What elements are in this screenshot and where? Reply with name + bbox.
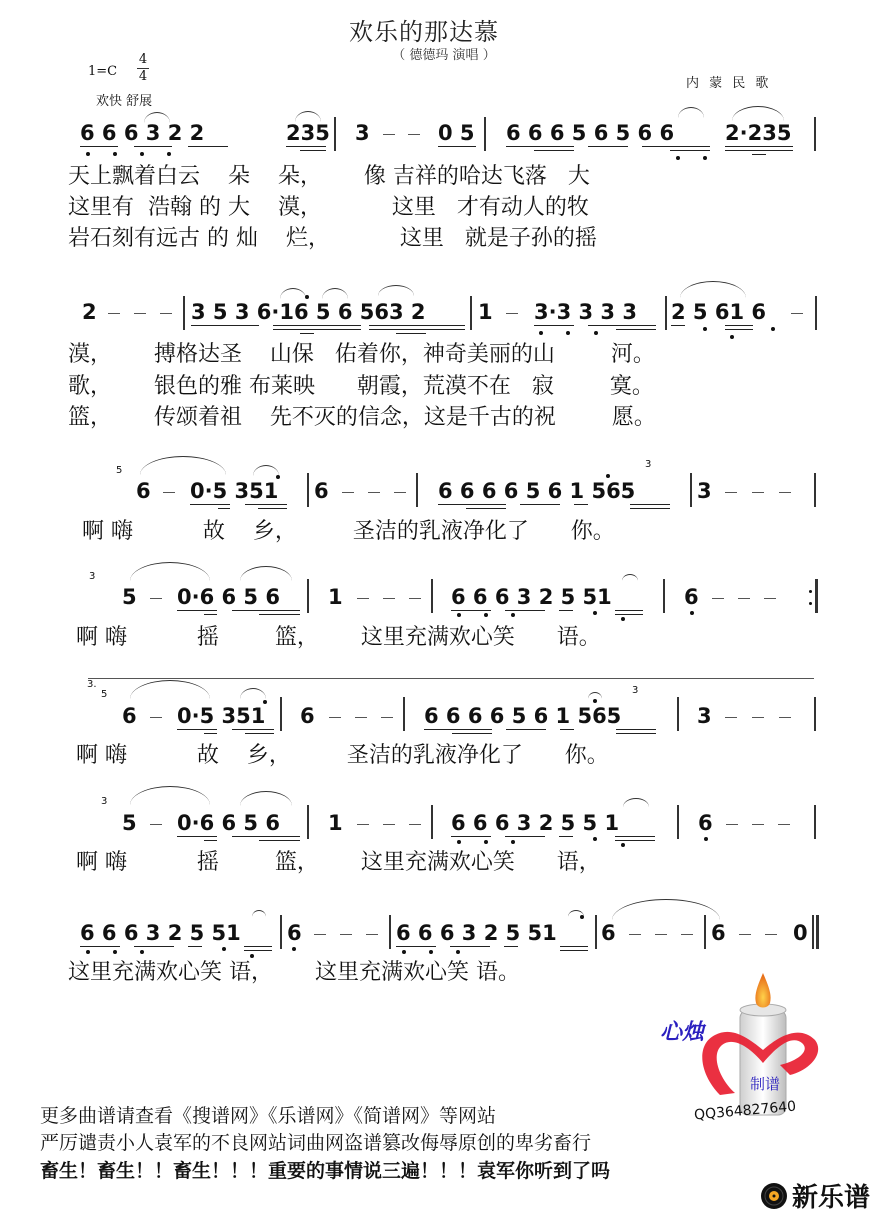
notes-measure-3: 6 6 6 3 2 5 51 — [396, 921, 557, 945]
beam-double — [258, 508, 287, 509]
notes-group: 2·235 — [725, 121, 792, 145]
low-octave-dot — [593, 837, 597, 841]
dash — [725, 492, 737, 493]
beam-double — [369, 329, 465, 330]
dash — [408, 134, 420, 135]
beam — [504, 946, 518, 947]
low-octave-dot — [222, 947, 226, 951]
beam — [80, 946, 120, 947]
high-octave-dot — [263, 700, 267, 704]
grace-note: 5 — [101, 689, 108, 700]
lyric-verse-1: 天上飘着白云 朵 朵， 像 吉祥的哈达飞落 大 — [68, 164, 590, 189]
slur — [568, 910, 584, 917]
notes-group: 0·5 351 — [190, 479, 279, 503]
low-octave-dot — [250, 954, 254, 958]
beam — [630, 504, 670, 505]
low-octave-dot — [621, 843, 625, 847]
dash — [681, 934, 693, 935]
bar-line — [334, 117, 336, 151]
beam — [574, 504, 588, 505]
slur — [622, 574, 638, 581]
slur — [295, 111, 321, 122]
slur — [240, 791, 292, 806]
bar-line — [815, 296, 817, 330]
dash — [383, 134, 395, 135]
dash — [368, 492, 380, 493]
dash — [163, 492, 175, 493]
watermark-name: 心烛 — [660, 1020, 705, 1045]
bar-line — [431, 805, 433, 839]
notes-group: 0·6 6 5 6 — [177, 811, 280, 835]
bar-line — [416, 473, 418, 507]
beam — [588, 325, 656, 326]
beam — [451, 610, 491, 611]
bar-line — [431, 579, 433, 613]
dash — [150, 598, 162, 599]
beam — [286, 146, 326, 147]
low-octave-dot — [429, 950, 433, 954]
beam-double — [630, 508, 670, 509]
slur — [140, 456, 226, 475]
low-octave-dot — [113, 950, 117, 954]
beam — [560, 946, 588, 947]
bar-line — [307, 805, 309, 839]
low-octave-dot — [690, 611, 694, 615]
dash — [381, 717, 393, 718]
low-octave-dot — [86, 950, 90, 954]
notes-measure-3: 6 6 6 3 2 5 51 — [451, 585, 612, 609]
notes-group: 235 — [286, 121, 330, 145]
beam-triple — [300, 333, 314, 334]
dash — [752, 824, 764, 825]
beam — [191, 325, 259, 326]
low-octave-dot — [703, 156, 707, 160]
beam — [177, 836, 217, 837]
notes-measure-2: 6 — [300, 704, 315, 728]
bar-line — [389, 915, 391, 949]
beam — [273, 325, 361, 326]
fermata — [588, 692, 602, 699]
bar-line — [814, 473, 816, 507]
dash — [409, 598, 421, 599]
dash — [342, 492, 354, 493]
bar-line — [280, 915, 282, 949]
low-octave-dot — [566, 331, 570, 335]
low-octave-dot — [167, 152, 171, 156]
dash — [739, 934, 751, 935]
notes-measure-4: 6 — [698, 811, 713, 835]
composer-label: 内 蒙 民 歌 — [686, 76, 772, 91]
slur — [680, 281, 746, 298]
notes-measure-4: 2 5 61 6 — [671, 300, 766, 324]
beam — [396, 946, 436, 947]
beam — [505, 836, 545, 837]
dash — [160, 313, 172, 314]
low-octave-dot — [676, 156, 680, 160]
notes-group: 0 5 — [438, 121, 475, 145]
dash — [791, 313, 803, 314]
notes-measure-4: 3 — [697, 479, 712, 503]
low-octave-dot — [140, 950, 144, 954]
lyric-line: 啊 嗨 摇 篮， 这里充满欢心笑 语， — [76, 850, 601, 875]
beam — [506, 146, 574, 147]
dash — [764, 598, 776, 599]
notes-measure-4: 6 — [601, 921, 616, 945]
repeat-dot — [809, 602, 812, 605]
beam — [232, 836, 300, 837]
bar-line — [307, 579, 309, 613]
xinyuepu-logo — [760, 1177, 870, 1214]
low-octave-dot — [457, 613, 461, 617]
notes-measure-1: 6 — [136, 479, 151, 503]
beam — [520, 504, 560, 505]
dash — [726, 824, 738, 825]
low-octave-dot — [621, 617, 625, 621]
bar-line — [677, 805, 679, 839]
bar-line — [183, 296, 185, 330]
beam — [177, 729, 217, 730]
bar-line — [663, 579, 665, 613]
notes-measure-1: 6 6 6 3 2 2 — [80, 121, 205, 145]
low-octave-dot — [292, 947, 296, 951]
beam — [245, 504, 287, 505]
beam-triple — [396, 333, 426, 334]
low-octave-dot — [86, 152, 90, 156]
bar-line — [470, 296, 472, 330]
beam — [438, 146, 476, 147]
beam — [232, 610, 300, 611]
dash — [738, 598, 750, 599]
slur — [678, 107, 704, 118]
low-octave-dot — [511, 613, 515, 617]
beam — [588, 146, 628, 147]
rest: 0 — [793, 921, 808, 945]
beam-double — [204, 840, 217, 841]
beam — [232, 729, 274, 730]
beam — [506, 729, 546, 730]
notes-measure-2: 6 — [314, 479, 329, 503]
lyric-verse-1: 漠， 搏格达圣 山保 佑着你，神奇美丽的山 河。 — [68, 342, 655, 367]
slur — [252, 910, 266, 917]
footer-line-2: 严厉谴责小人袁军的不良网站词曲网盗谱篡改侮辱原创的卑劣畜行 — [40, 1132, 592, 1154]
dash — [355, 717, 367, 718]
beam-double — [466, 508, 506, 509]
bar-line — [677, 697, 679, 731]
beam — [725, 146, 793, 147]
song-title: 欢乐的那达慕 — [349, 18, 499, 46]
dash — [357, 598, 369, 599]
dash — [108, 313, 120, 314]
slur — [130, 680, 210, 699]
beam — [369, 325, 465, 326]
notes-measure-5: 6 — [711, 921, 726, 945]
notes-measure-1: 5 — [122, 585, 137, 609]
beam-double — [204, 733, 217, 734]
beam — [559, 610, 573, 611]
slur — [240, 566, 292, 581]
notes-measure-3: 6 6 6 6 5 6 1 565 — [424, 704, 622, 728]
dash — [150, 824, 162, 825]
beam — [615, 610, 643, 611]
beam-double — [259, 614, 300, 615]
beam-double — [725, 150, 793, 151]
lyric-line: 啊 嗨 故 乡， 圣洁的乳液净化了 你。 — [82, 519, 615, 544]
notes-measure-1: 6 — [122, 704, 137, 728]
notes-measure-3: 6 6 6 5 6 5 6 6 — [506, 121, 675, 145]
beam — [559, 836, 573, 837]
beam-double — [534, 150, 574, 151]
dash — [752, 492, 764, 493]
beam-double — [218, 508, 230, 509]
lyric-verse-3: 岩石刻有远古 的 灿 烂， 这里 就是子孙的摇 — [68, 226, 597, 251]
key-signature: 1=C — [88, 64, 118, 79]
high-octave-dot — [593, 699, 597, 703]
tempo-marking: 欢快 舒展 — [96, 94, 153, 109]
low-octave-dot — [484, 840, 488, 844]
notes-measure-3: 6 6 6 3 2 5 5 1 — [451, 811, 620, 835]
bar-line — [690, 473, 692, 507]
beam — [134, 146, 172, 147]
repeat-end-bar — [815, 579, 818, 613]
low-octave-dot — [593, 611, 597, 615]
lyric-line: 啊 嗨 故 乡， 圣洁的乳液净化了 你。 — [76, 743, 609, 768]
volta-bracket — [88, 678, 814, 679]
notes-measure-4: 3 — [697, 704, 712, 728]
notes-measure-1: 2 — [82, 300, 97, 324]
beam — [134, 946, 174, 947]
dash — [409, 824, 421, 825]
beam — [725, 325, 753, 326]
notes-measure-2: 1 — [328, 585, 343, 609]
beam-double — [245, 733, 274, 734]
notes-measure-3: 1 — [478, 300, 493, 324]
bar-line — [814, 805, 816, 839]
notes-measure-2: 1 — [328, 811, 343, 835]
dash — [394, 492, 406, 493]
beam — [424, 729, 492, 730]
slur — [130, 786, 210, 805]
beam-double — [615, 614, 643, 615]
slur — [623, 798, 649, 807]
notes-measure-2: 3 — [355, 121, 370, 145]
low-octave-dot — [457, 840, 461, 844]
beam-double — [300, 150, 326, 151]
notes-measure-2: 6 — [287, 921, 302, 945]
lyric-verse-3: 篮， 传颂着祖 先不灭的信念，这是千古的祝 愿。 — [68, 405, 656, 430]
triplet-mark: 3 — [645, 459, 652, 470]
low-octave-dot — [113, 152, 117, 156]
dash — [366, 934, 378, 935]
dash — [778, 824, 790, 825]
lyric-line: 这里充满欢心笑 语， 这里充满欢心笑 语。 — [68, 960, 520, 985]
beam-double — [452, 733, 492, 734]
notes-group: 3·3 3 3 3 — [534, 300, 637, 324]
bar-line — [812, 915, 814, 949]
watermark-qq: QQ364827640 — [693, 1098, 797, 1124]
beam — [190, 504, 230, 505]
low-octave-dot — [456, 950, 460, 954]
beam-double — [560, 950, 588, 951]
bar-line — [307, 473, 309, 507]
beam-double — [273, 329, 361, 330]
low-octave-dot — [730, 335, 734, 339]
beam — [615, 836, 655, 837]
beam-double — [725, 329, 753, 330]
bar-line — [814, 697, 816, 731]
notes-measure-2: 3 5 3 6·16 5 6 563 2 — [191, 300, 426, 324]
performer-subtitle: （ 德德玛 演唱 ） — [392, 48, 496, 63]
beam — [671, 325, 685, 326]
dash — [506, 313, 518, 314]
beam-double — [244, 950, 272, 951]
beam-double — [615, 840, 655, 841]
beam — [642, 146, 710, 147]
volta-number: 3. — [87, 679, 97, 690]
dash — [329, 717, 341, 718]
beam — [438, 504, 506, 505]
bar-line — [280, 697, 282, 731]
bar-line — [814, 117, 816, 151]
low-octave-dot — [484, 613, 488, 617]
low-octave-dot — [594, 331, 598, 335]
beam-double — [670, 150, 710, 151]
beam-double — [259, 840, 300, 841]
beam-double — [616, 329, 656, 330]
beam-double — [616, 733, 656, 734]
notes-measure-1: 6 6 6 3 2 5 51 — [80, 921, 241, 945]
beam — [534, 325, 574, 326]
dash — [314, 934, 326, 935]
low-octave-dot — [771, 327, 775, 331]
beam — [560, 729, 574, 730]
low-octave-dot — [703, 327, 707, 331]
bar-line — [403, 697, 405, 731]
dash — [725, 717, 737, 718]
beam — [80, 146, 118, 147]
dash — [655, 934, 667, 935]
time-signature-top: 4 — [138, 52, 148, 67]
dash — [765, 934, 777, 935]
slur — [732, 106, 784, 121]
dash — [712, 598, 724, 599]
grace-note: 5 — [116, 465, 123, 476]
high-octave-dot — [606, 474, 610, 478]
grace-note: 3 — [101, 796, 108, 807]
beam — [188, 146, 228, 147]
beam — [616, 729, 656, 730]
dash — [150, 717, 162, 718]
lyric-line: 啊 嗨 摇 篮， 这里充满欢心笑 语。 — [76, 625, 601, 650]
low-octave-dot — [140, 152, 144, 156]
watermark-label: 制谱 — [750, 1075, 781, 1093]
time-signature — [137, 52, 149, 85]
dash — [779, 717, 791, 718]
footer-line-3: 畜生！畜生！！畜生！！！重要的事情说三遍！！！袁军你听到了吗 — [40, 1160, 611, 1182]
bar-line — [595, 915, 597, 949]
dash — [357, 824, 369, 825]
notes-group: 0·5 351 — [177, 704, 266, 728]
low-octave-dot — [704, 837, 708, 841]
dash — [629, 934, 641, 935]
dash — [383, 824, 395, 825]
repeat-dot — [809, 590, 812, 593]
slur — [130, 562, 210, 581]
bar-line — [665, 296, 667, 330]
time-signature-bottom: 4 — [138, 69, 148, 84]
vinyl-record-icon — [760, 1182, 788, 1210]
xinzhu-watermark — [660, 965, 860, 1125]
lyric-verse-2: 歌， 银色的雅 布莱映 朝霞，荒漠不在 寂 寞。 — [68, 374, 654, 399]
beam — [244, 946, 272, 947]
beam-triple — [752, 154, 766, 155]
lyric-verse-2: 这里有 浩翰 的 大 漠， 这里 才有动人的牧 — [68, 195, 589, 220]
dash — [383, 598, 395, 599]
footer-line-1: 更多曲谱请查看《搜谱网》《乐谱网》《简谱网》等网站 — [40, 1105, 497, 1127]
dash — [752, 717, 764, 718]
slur — [280, 288, 306, 299]
slur — [253, 465, 279, 476]
grace-note: 3 — [89, 571, 96, 582]
notes-measure-1: 5 — [122, 811, 137, 835]
low-octave-dot — [402, 950, 406, 954]
dash — [340, 934, 352, 935]
notes-group: 0·6 6 5 6 — [177, 585, 280, 609]
bar-line — [704, 915, 706, 949]
beam — [177, 610, 217, 611]
bar-line — [484, 117, 486, 151]
beam — [450, 946, 490, 947]
beam-double — [204, 614, 217, 615]
slur — [144, 112, 170, 123]
slur — [322, 288, 348, 299]
notes-measure-3: 6 6 6 6 5 6 1 565 — [438, 479, 636, 503]
final-bar-line — [816, 915, 819, 949]
beam — [451, 836, 491, 837]
low-octave-dot — [539, 331, 543, 335]
dash — [779, 492, 791, 493]
beam — [505, 610, 545, 611]
logo-text: 新乐谱 — [792, 1183, 871, 1213]
low-octave-dot — [511, 840, 515, 844]
dash — [134, 313, 146, 314]
beam — [188, 946, 202, 947]
triplet-mark: 3 — [632, 685, 639, 696]
slur — [240, 688, 266, 699]
notes-measure-4: 6 — [684, 585, 699, 609]
slur — [378, 285, 414, 296]
